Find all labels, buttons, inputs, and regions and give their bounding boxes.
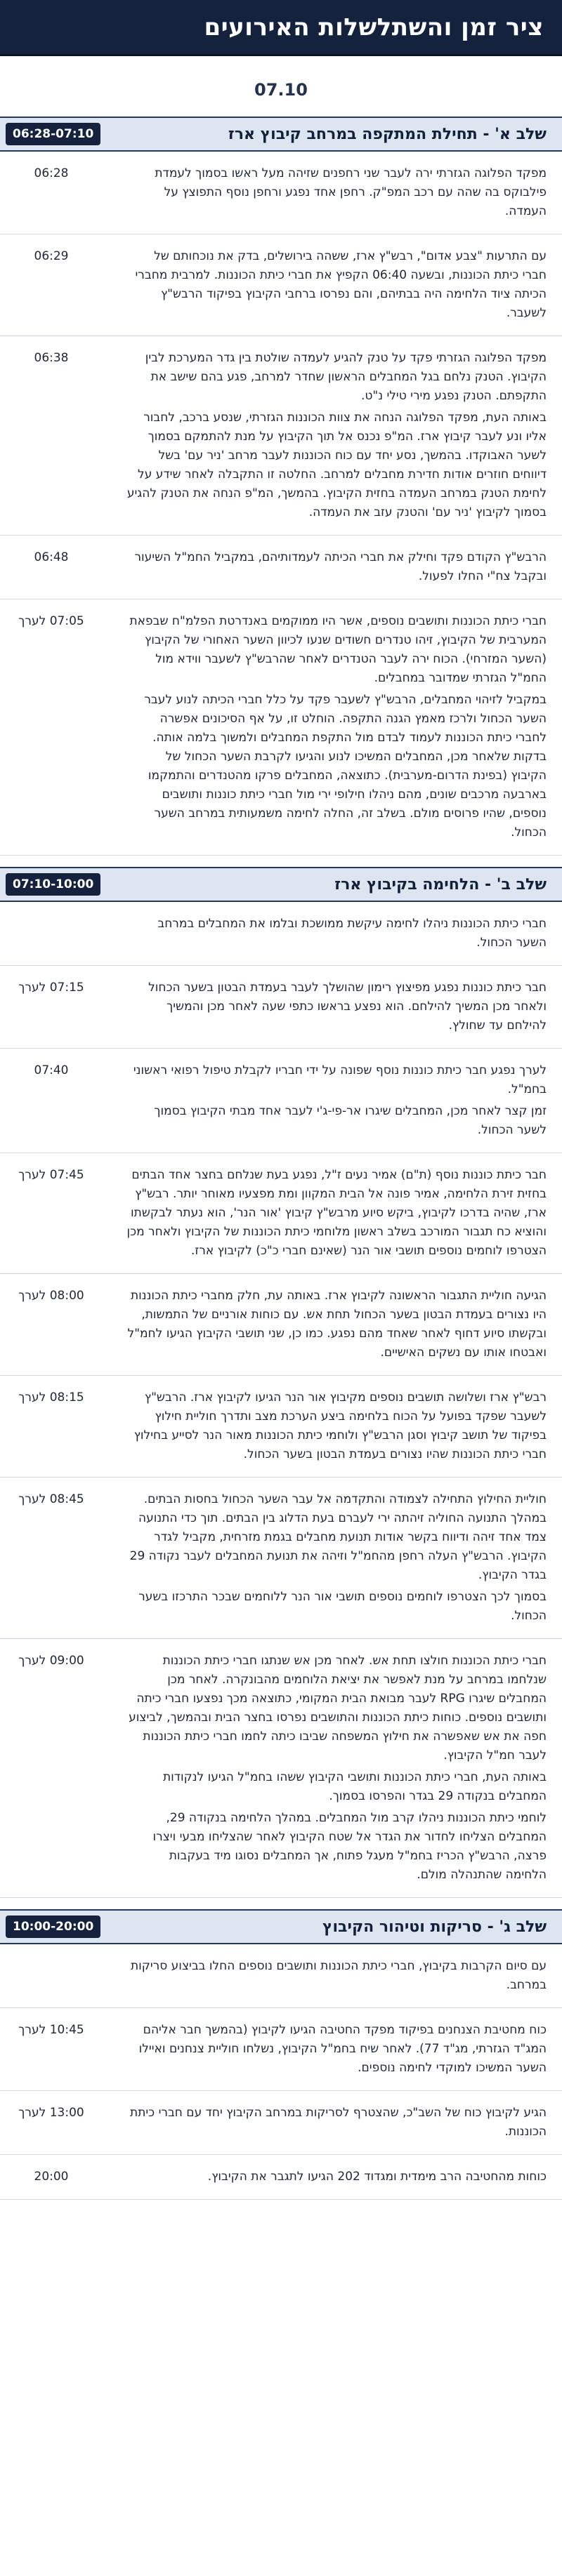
entry-time: 07:15 לערך	[18, 981, 84, 995]
page-title: ציר זמן והשתלשלות האירועים	[204, 13, 544, 41]
section-spacer	[0, 1898, 562, 1909]
section-title: שלב א' - תחילת המתקפה במרחב קיבוץ ארז	[228, 125, 547, 143]
section-spacer	[0, 856, 562, 867]
entry-time: 07:40	[34, 1063, 69, 1077]
timeline-entry	[0, 152, 562, 234]
timeline-entry	[0, 234, 562, 336]
entry-text	[126, 2021, 562, 2078]
section-time-badge: 07:10-10:00	[6, 873, 100, 896]
timeline-entry	[0, 2155, 562, 2200]
entry-time: 08:15 לערך	[18, 1390, 84, 1405]
timeline-entry	[0, 1639, 562, 1898]
entry-paragraph: חבר כיתת כוננות נפגע מפיצוץ רימון שהושלך לעבר בעמדת הבטון בשער הכחול ולאחר מכן המשיך להילחם. הוא נפצע בראשו כתפי שעה לאחר מכן והמשיך להילחם עד שחולץ.	[148, 981, 547, 1033]
timeline	[0, 117, 562, 2211]
entry-text	[126, 1388, 562, 1464]
entry-time: 08:00 לערך	[18, 1289, 84, 1303]
entry-paragraph: חבר כיתת כוננות נוסף (ת"ם) אמיר נעים ז"ל, נפגע בעת שנלחם בחצר אחד הבתים בחזית זירת הלחימה, אמיר פונה אל הבית המקוון ומת מפצעיו מאוחר יותר. רבש"ץ ארז, שהיה בדרכו לקיבוץ, ביקש סיוע מרבש"ץ קיבוץ 'אור הנר', הוא נעתר לבקשתו והוציא כח תגבור המורכב בשלב ראשון מלוחמי כיתת הכוננות של הקיבוץ ולאחר מכן הצטרפו לוחמים נוספים תושבי אור הנר (שאינם חברי כ"כ) לקיבוץ ארז.	[126, 1168, 547, 1258]
entry-paragraph: כוח מחטיבת הצנחנים בפיקוד מפקד החטיבה הגיעו לקיבוץ (בהמשך חבר אליהם המג"ד הגזרתי, מג"ד 77). לאחר שיח בחמ"ל הקיבוץ, נשלחו חוליית צנחנים ואיילו השער המשיכו למוקדי לחימה נוספים.	[138, 2023, 547, 2075]
entry-time: 06:48	[34, 550, 69, 564]
entry-paragraph: זמן קצר לאחר מכן, המחבלים שיגרו אר-פי-ג'י לעבר אחד מבתי הקיבוץ בסמוך לשער הכחול.	[154, 1104, 547, 1137]
timeline-entry	[0, 336, 562, 536]
timeline-entry	[0, 966, 562, 1049]
entry-text	[126, 164, 562, 221]
entry-text	[126, 1166, 562, 1261]
entry-time: 09:00 לערך	[18, 1654, 84, 1668]
entry-text	[126, 1061, 562, 1140]
entry-text	[126, 978, 562, 1035]
entry-paragraph: במקביל לזיהוי המחבלים, הרבש"ץ לשעבר פקד על כלל חברי הכיתה לנוע לעבר השער הכחול ולרכז מאמץ הגנה התקפה. הוחלט זו, על אף הסיכונים אפשרה לחברי כיתת הכוננות לעמוד לבדם מול התקפת המחבלים ולמשוך בלמה אותה. בדקות שלאחר מכן, המחבלים המשיכו לנוע והגיעו לקרבת השער הכחול של הקיבוץ (בפינת הדרום-מערבית). כתוצאה, המחבלים פרקו מהטנדרים והתמקמו בארבעה מרכבים שונים, מהם ניהלו חילופי ירי מול חברי כיתת כוננות ותושבים נוספים, שהיו פרוסים מולם. בשלב זה, החלה לחימה משמעותית במרחב השער הכחול.	[144, 693, 547, 839]
entry-paragraph: חברי כיתת הכוננות ותושבים נוספים, אשר היו ממוקמים באנדרטת הפלמ"ח שבפאת המערבית של הקיבוץ, זיהו טנדרים חשודים שנעו לכיוון השער האחורי של הקיבוץ (השער המזרחי). הכוח ירה לעבר הטנדרים לאחר שהרבש"ץ לשעבר ווידא מול החמ"ל הגזרתי שמדובר במחבלים.	[129, 614, 547, 685]
entry-time: 07:05 לערך	[18, 614, 84, 628]
timeline-entry	[0, 1478, 562, 1639]
entry-paragraph: לערך נפגע חבר כיתת כוננות נוסף שפונה על ידי חבריו לקבלת טיפול רפואי ראשוני בחמ"ל.	[133, 1063, 547, 1096]
entry-text	[126, 2104, 562, 2142]
timeline-entry	[0, 536, 562, 599]
section-time-badge: 06:28-07:10	[6, 123, 100, 145]
date-heading: 07.10	[254, 80, 308, 100]
entry-paragraph: באותה העת, חברי כיתת הכוננות ותושבי הקיבוץ ששהו בחמ"ל הגיעו לנקודות המחבלים בנקודה 29 בגדר והפרסו בסמוך.	[162, 1770, 547, 1803]
entry-paragraph: כוחות מהחטיבה הרב מימדית ומגדוד 202 הגיעו לתגבר את הקיבוץ.	[207, 2170, 547, 2184]
section-title: שלב ב' - הלחימה בקיבוץ ארז	[334, 875, 547, 894]
timeline-entry	[0, 2008, 562, 2091]
entry-time: 13:00 לערך	[18, 2106, 84, 2120]
entry-time: 08:45 לערך	[18, 1492, 84, 1506]
entry-paragraph: הגיעה חוליית התגבור הראשונה לקיבוץ ארז. באותה עת, חלק מחברי כיתת הכוננות היו נצורים בעמדת הבטון בשער הכחול תחת אש. עם כוחות אורניים של התמשות, ובקשתו סיוע דחוף לאחר שאחד מהם נפגע. כמו כן, שני תושבי הקיבוץ הגיעו לחמ"ל ואבטחו אותו עם נשקים האישיים.	[127, 1289, 547, 1360]
entry-time: 06:38	[34, 351, 69, 365]
entry-text	[126, 1490, 562, 1626]
timeline-entry	[0, 902, 562, 966]
timeline-entry	[0, 1274, 562, 1376]
section-time-badge: 10:00-20:00	[6, 1916, 100, 1938]
entry-paragraph: בסמוך לכך הצטרפו לוחמים נוספים תושבי אור הנר ללוחמים שבכר התרכזו בשער הכחול.	[138, 1590, 547, 1623]
entry-paragraph: עם סיום הקרבות בקיבוץ, חברי כיתת הכוננות ותושבים נוספים החלו בביצוע סריקות במרחב.	[130, 1959, 547, 1992]
timeline-entry	[0, 1153, 562, 1274]
entry-list	[0, 152, 562, 856]
entry-time: 07:45 לערך	[18, 1168, 84, 1182]
entry-text	[126, 1652, 562, 1885]
entry-text	[126, 612, 562, 842]
entry-text	[126, 915, 562, 952]
entry-paragraph: רבש"ץ ארז ושלושה תושבים נוספים מקיבוץ אור הנר הגיעו לקיבוץ ארז. הרבש"ץ לשעבר שפקד בפועל על הכוח בלחימה ביצע הערכת מצב ותדרך חוליית חילוץ בפיקוד של תושב קיבוץ וסגן הרבש"ץ ולוחמי כיתת הכוננות מאור הנר לסייע בחילוץ חברי כיתת הכוננות שהיו נצורים בעמדת הבטון בשער הכחול.	[133, 1390, 547, 1461]
entry-text	[126, 2167, 562, 2186]
timeline-entry	[0, 1944, 562, 2008]
timeline-entry	[0, 599, 562, 856]
timeline-entry	[0, 2091, 562, 2155]
timeline-entry	[0, 1049, 562, 1153]
timeline-entry	[0, 1376, 562, 1478]
page-header	[0, 0, 562, 56]
entry-paragraph: חוליית החילוץ התחילה לצמודה והתקדמה אל עבר השער הכחול בחסות הבתים. במהלך התנועה החוליה זיהתה ירי לעברם בעת הדלוג בין הבתים. תוך כדי התנועה צמד אחד זיהה ודיווח בקשר אודות תנועת מחבלים בגמת מזרחית, מקביל לגדר הקיבוץ. הרבש"ץ העלה רחפן מהחמ"ל וזיהה את תנועת המחבלים לעבר נקודה 29 בגדר הקיבוץ.	[129, 1492, 547, 1582]
entry-paragraph: מפקד הפלוגה הגזרתי ירה לעבר שני רחפנים שזיהה מעל ראשו בסמוך לעמדת פילבוקס בה שהה עם רכב המפ"ק. רחפן אחד נפגע ורחפן נוסף התפוצץ על העמדה.	[155, 166, 547, 218]
entry-paragraph: באותה העת, מפקד הפלוגה הנחה את צוות הכוננות הגזרתי, שנסע ברכב, לחבור אליו ונע לעבר קיבוץ ארז. המ"פ נכנס אל תוך הקיבוץ על מנת להתמקם בסמוך לשער האבוקדו. בהמשך, נסע יחד עם כוח הכוננות לעבר מרחב 'ניר עם' בשל דיווחים חוזרים אודות חדירת מחבלים למרחב. החלטה זו התקבלה לאחר שידע על לחימת הטנק במרחב העמדה בחזית הקיבוץ. בהמשך, המ"פ הנחה את הטנק להגיע בסמוך לקיבוץ 'ניר עם' והטנק עזב את העמדה.	[126, 411, 547, 519]
entry-paragraph: לוחמי כיתת הכוננות ניהלו קרב מול המחבלים. במהלך הלחימה בנקודה 29, המחבלים הצליחו לחדור את הגדר אל שטח הקיבוץ לאחר שהצליחו מבעי ויצרו פרצה, הרבש"ץ הכריז בחמ"ל מעגל פתוח, אך המחבלים נסוגו מיד בעקבות הלחימה שהתנהלה מולם.	[152, 1811, 547, 1882]
section-spacer	[0, 2200, 562, 2211]
entry-text	[126, 1957, 562, 1995]
entry-text	[126, 247, 562, 323]
entry-paragraph: חברי כיתת הכוננות ניהלו לחימה עיקשת ממושכת ובלמו את המחבלים במרחב השער הכחול.	[157, 917, 547, 950]
entry-text	[126, 1287, 562, 1362]
section-header	[0, 117, 562, 152]
entry-paragraph: הרבש"ץ הקודם פקד וחילק את חברי הכיתה לעמדותיהם, במקביל החמ"ל השיעור ובקבל צח"י החלו לפעול.	[134, 550, 547, 583]
section-header	[0, 1909, 562, 1944]
entry-text	[126, 349, 562, 522]
entry-list	[0, 1944, 562, 2200]
entry-paragraph: מפקד הפלוגה הגזרתי פקד על טנק להגיע לעמדה שולטת בין גדר המערכת לבין הקיבוץ. הטנק נלחם בגל המחבלים הראשון שחדר למרחב, פגע בהם שישב את התקפתם. הטנק נפגע מירי טילי נ"ט.	[145, 351, 547, 403]
entry-paragraph: עם התרעות "צבע אדום", רבש"ץ ארז, ששהה בירושלים, בדק את נוכחותם של חברי כיתת הכוננות, ובשעה 06:40 הקפיץ את חברי כיתת הכוננות. למרבית מחברי הכיתה ציוד הלחימה היה בבתיהם, והם נפרסו ברחבי הקיבוץ בפיקוד הרבש"ץ לשעבר.	[135, 249, 547, 320]
entry-paragraph: הגיע לקיבוץ כוח של השב"כ, שהצטרף לסריקות במרחב הקיבוץ יחד עם חברי כיתת הכוננות.	[130, 2106, 547, 2139]
entry-text	[126, 548, 562, 586]
entry-time: 06:28	[34, 166, 69, 180]
section-title: שלב ג' - סריקות וטיהור הקיבוץ	[322, 1918, 547, 1936]
entry-time: 06:29	[34, 249, 69, 263]
entry-time: 20:00	[34, 2170, 69, 2184]
section-header	[0, 867, 562, 902]
entry-time: 10:45 לערך	[18, 2023, 84, 2037]
entry-paragraph: חברי כיתת הכוננות חולצו תחת אש. לאחר מכן אש שנתגו חברי כיתת הכוננות שנלחמו במרחב על מנת לאפשר את יציאת הלוחמים מהבונקרה. לאחר מכן המחבלים שיגרו RPG לעבר מבואת הבית המקומי, כתוצאה מכך נפצעו חברי כיתה ותושבים נוספים. כוחות כיתת הכוננות והתושבים נפרסו בחצר הבית ובהמשך, לביצוע חפה את אש שאפשרה את חילוץ המשפחה שביבו כיתה לחמו חברי כיתת הכוננות לעבר חמ"ל הקיבוץ.	[129, 1654, 547, 1762]
entry-list	[0, 902, 562, 1898]
